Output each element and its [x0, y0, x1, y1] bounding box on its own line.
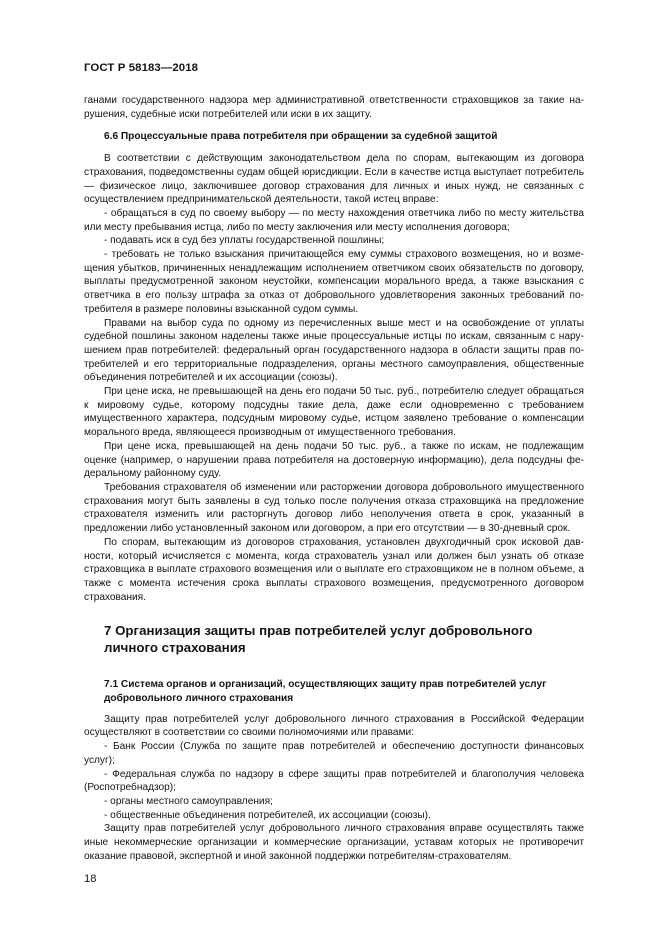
section-6-6-paragraph: Правами на выбор суда по одному из перечисленных выше мест и на освобождение от уплаты судебной пошлины законом наделены также иные процессуальные истцы по искам, связанным с нарушением прав потребителей: федеральный орган государственного надзора в области защиты прав потребителей и его территориальные подразделения, органы местного самоуправления, общественные объединения потребителей и их ассоциации (союзы).	[84, 317, 584, 384]
section-6-6-list-item: - подавать иск в суд без уплаты государственной пошлины;	[104, 235, 385, 247]
section-6-6-paragraph: Требования страхователя об изменении или расторжении договора добровольного имущественного страхования могут быть заявлены в суд только после получения отказа страховщика на предложение страхователя изменить или расторгнуть договор либо неполучения ответа в срок, указанный в предложении либо установленный законом или договором, а при его отсутствии — в 30-дневный срок.	[84, 481, 584, 535]
intro-paragraph: ганами государственного надзора мер административной ответственности страховщиков за такие нарушения, судебные иски потребителей или иски в их защиту.	[84, 95, 584, 120]
section-7-1-paragraph: Защиту прав потребителей услуг добровольного личного страхования в Российской Федерации осуществляют в соответствии со своими полномочиями или правами:	[84, 713, 584, 739]
section-6-6-list-item: - требовать не только взыскания причитающейся ему суммы страхового возмещения, но и возмещения убытков, причиненных ненадлежащим исполнением ответчиком своих обязательств по договору, выплаты предусмотренной законом неустойки, компенсации морального вреда, а также взыскания с ответчика в его пользу штрафа за отказ от добровольного удовлетворения законных требований потребителя в размере половины взысканной судом суммы.	[84, 249, 584, 315]
section-6-6-paragraph: При цене иска, превышающей на день подачи 50 тыс. руб., а также по искам, не подлежащим оценке (например, о нарушении права потребителя на достоверную информацию), дела подсудны федеральному районному суду.	[84, 440, 584, 480]
section-6-6-list-item: - обращаться в суд по своему выбору — по месту нахождения ответчика либо по месту жительства или месту пребывания истца, либо по месту заключения или месту исполнения договора;	[84, 207, 584, 233]
section-6-6-paragraph: По спорам, вытекающим из договоров страхования, установлен двухгодичный срок исковой давности, который исчисляется с момента, когда страхователь узнал или должен был узнать об отказе страховщика в выплате страхового возмещения или о выплате его страховщиком не в полном объеме, а также с момента истечения срока выплаты страхового возмещения, предусмотренного договором страхования.	[84, 536, 584, 603]
section-6-6-paragraph: В соответствии с действующим законодательством дела по спорам, вытекающим из договора страхования, подведомственны судам общей юрисдикции. Если в качестве истца выступает потребитель — физическое лицо, заключившее договор страхования для личных и иных нужд, не связанных с осуществлением предпринимательской деятельности, такой истец вправе:	[84, 153, 584, 206]
document-header: ГОСТ Р 58183—2018	[84, 62, 199, 74]
section-7-1-list-item: - органы местного самоуправления;	[104, 795, 273, 807]
section-7-1-heading: 7.1 Система органов и организаций, осуществляющих защиту прав потребителей услуг добровольного личного страхования	[104, 679, 547, 705]
page-number: 18	[84, 873, 97, 885]
section-7-1-paragraph: Защиту прав потребителей услуг добровольного личного страхования вправе осуществлять также иные некоммерческие организации и коммерческие организации, уставам которых не противоречит оказание правовой, экспертной и иной законной поддержки потребителям-страхователям.	[84, 823, 584, 862]
page-content	[84, 94, 584, 863]
section-7-1-list-item: - общественные объединения потребителей, их ассоциации (союзы).	[104, 809, 431, 821]
section-7-1-list-item: - Федеральная служба по надзору в сфере защиты прав потребителей и благополучия человека (Роспотребнадзор);	[84, 768, 584, 794]
section-6-6-heading: 6.6 Процессуальные права потребителя при обращении за судебной защитой	[104, 131, 498, 143]
section-7-1-list-item: - Банк России (Служба по защите прав потребителей и обеспечению доступности финансовых услуг);	[84, 741, 584, 766]
section-7-heading: 7 Организация защиты прав потребителей услуг добровольного личного страхования	[104, 623, 533, 656]
section-6-6-paragraph: При цене иска, не превышающей на день его подачи 50 тыс. руб., потребителю следует обращаться к мировому судье, которому подсудны такие дела, даже если одновременно с требованием имущественного характера, подсудным мировому судье, истцом заявлено требование о компенсации морального вреда, являющееся производным от имущественного требования.	[84, 386, 584, 439]
